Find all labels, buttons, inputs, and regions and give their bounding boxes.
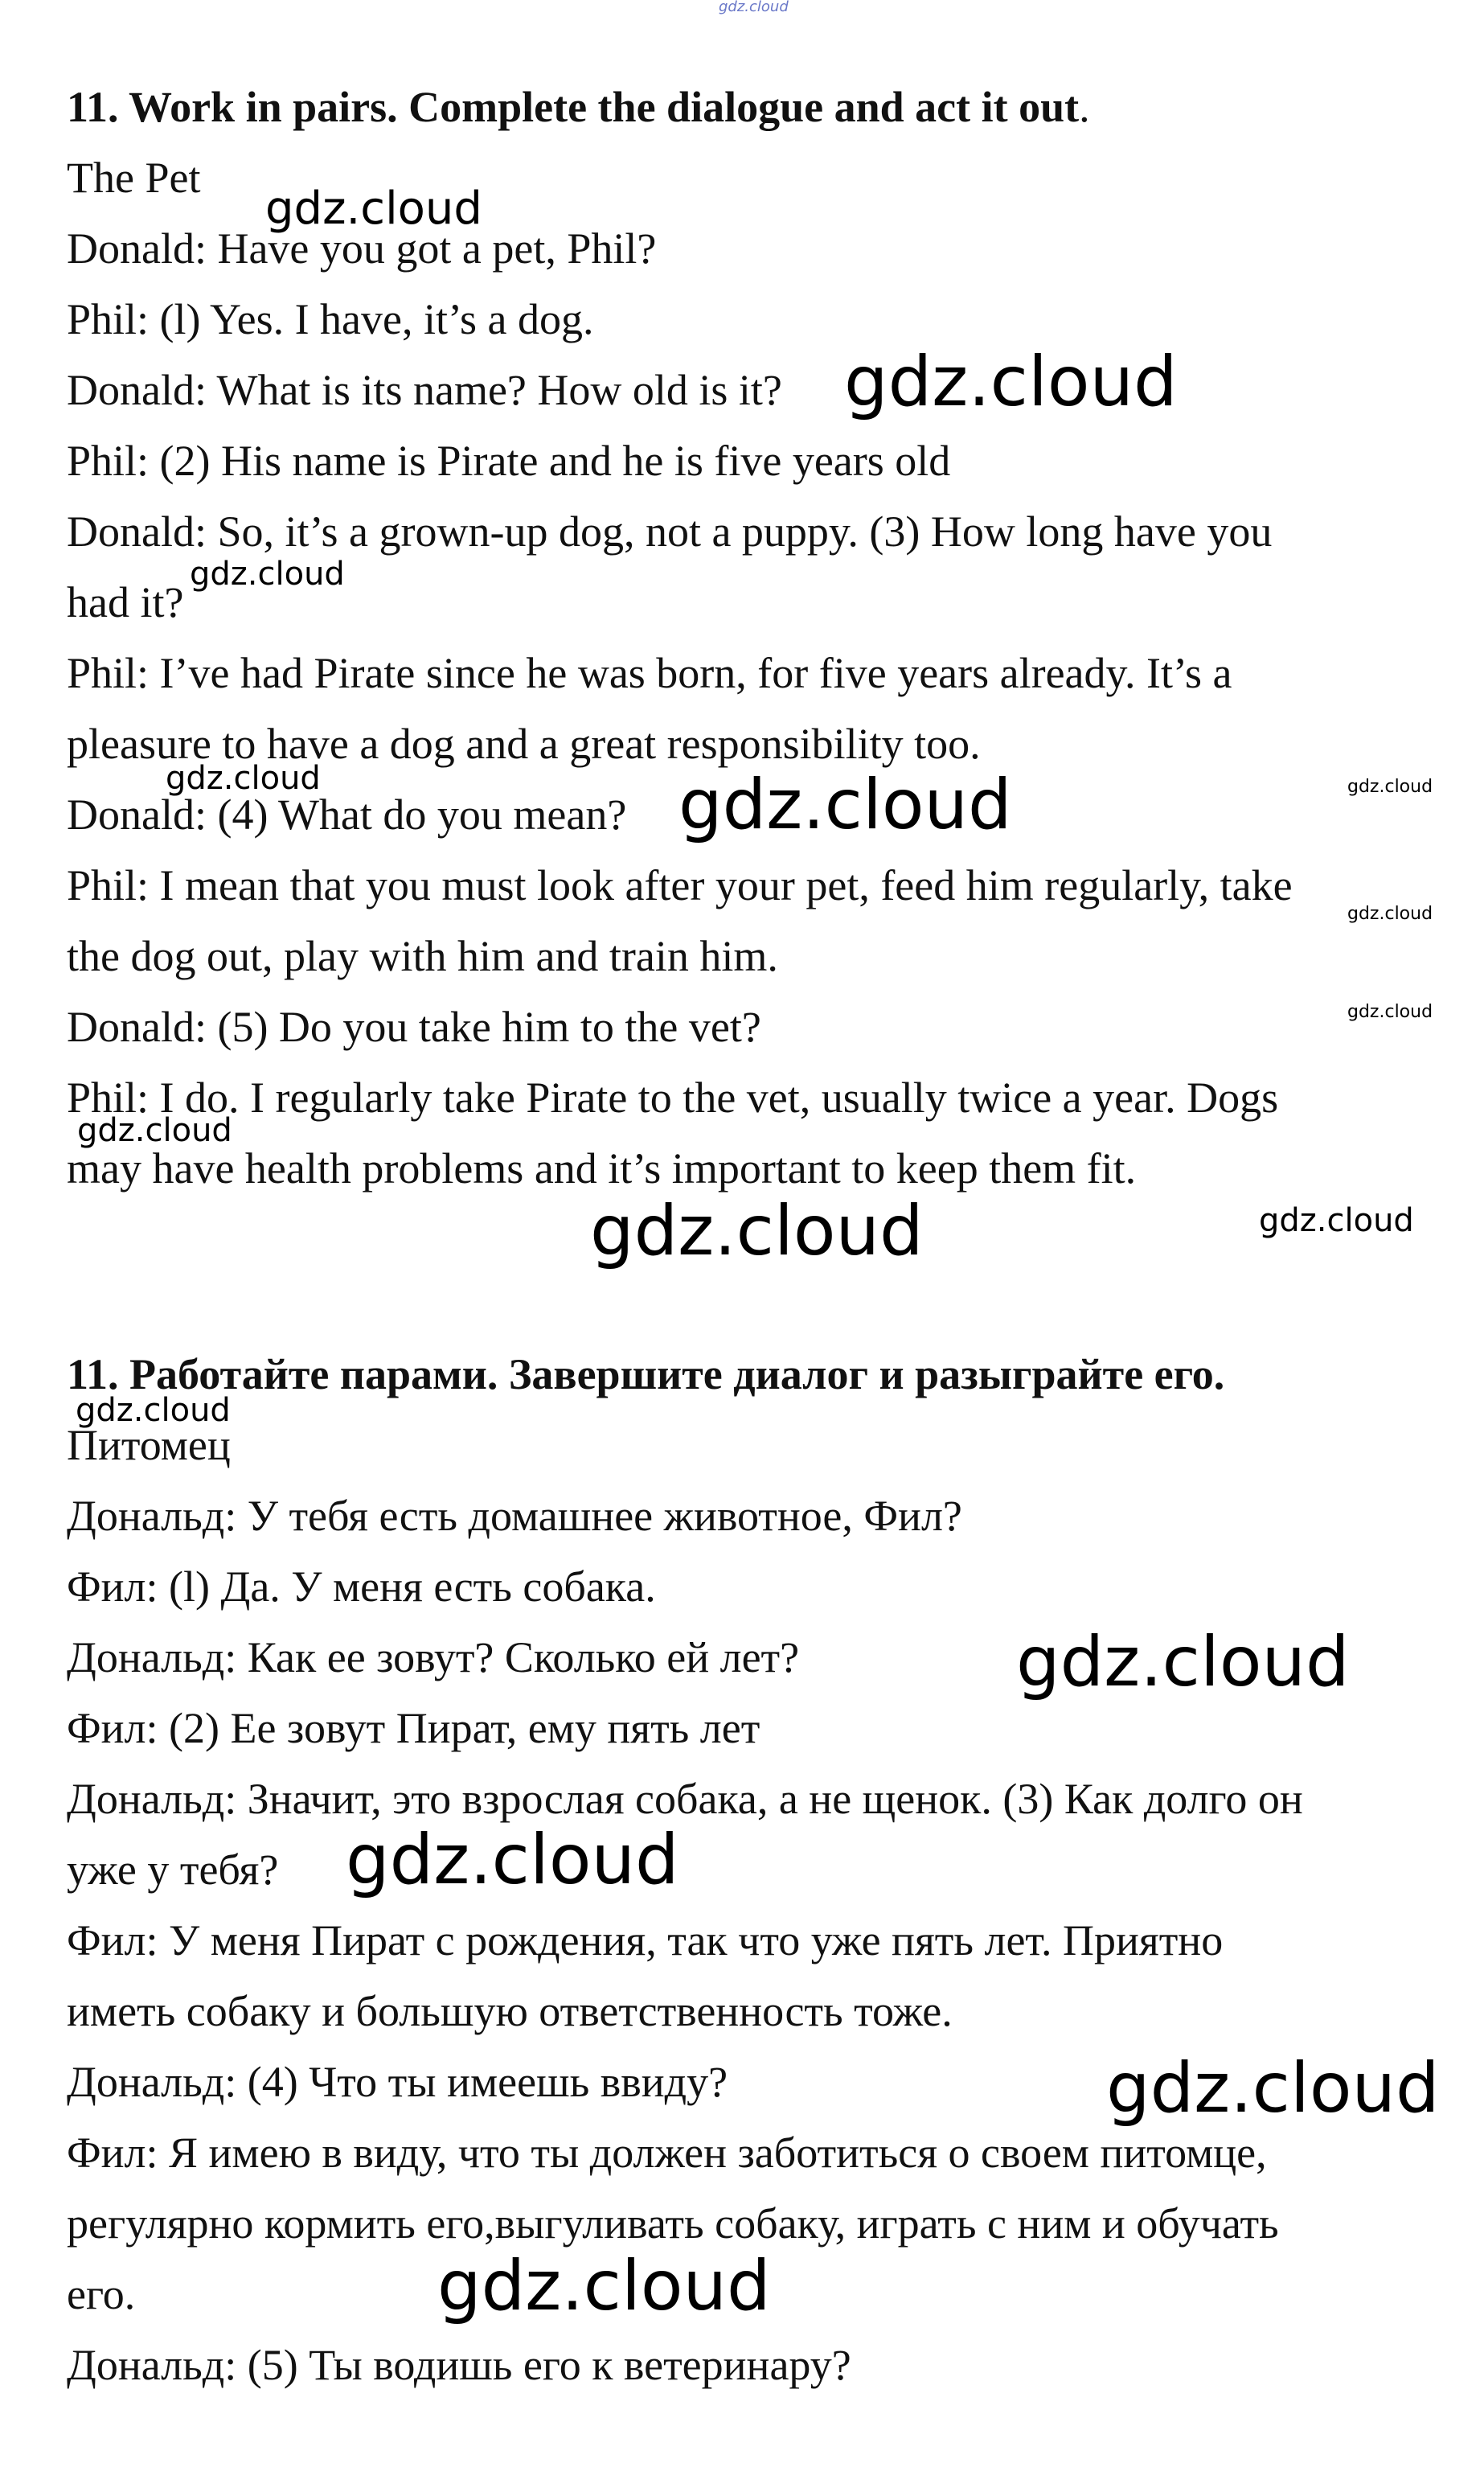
english-line: the dog out, play with him and train him.	[67, 932, 778, 980]
watermark: gdz.cloud	[190, 556, 345, 593]
russian-line: Дональд: (4) Что ты имеешь ввиду?	[67, 2058, 728, 2106]
english-line: Phil: (l) Yes. I have, it’s a dog.	[67, 295, 594, 343]
watermark: gdz.cloud	[265, 183, 482, 235]
russian-line: Фил: (l) Да. У меня есть собака.	[67, 1562, 656, 1611]
watermark: gdz.cloud	[1347, 904, 1433, 924]
russian-line: регулярно кормить его,выгуливать собаку, играть с ним и обучать	[67, 2199, 1279, 2248]
watermark: gdz.cloud	[346, 1820, 679, 1900]
watermark: gdz.cloud	[1106, 2048, 1440, 2129]
watermark: gdz.cloud	[76, 1392, 231, 1429]
watermark: gdz.cloud	[1016, 1622, 1350, 1702]
english-line: pleasure to have a dog and a great responsibility too.	[67, 720, 981, 768]
russian-title: Питомец	[67, 1421, 231, 1469]
english-heading-period: .	[1079, 83, 1090, 131]
english-line: Phil: I do. I regularly take Pirate to the vet, usually twice a year. Dogs	[67, 1074, 1279, 1122]
english-heading	[67, 80, 1090, 133]
english-title: The Pet	[67, 154, 201, 202]
russian-line: Фил: (2) Ее зовут Пират, ему пять лет	[67, 1704, 760, 1752]
watermark: gdz.cloud	[1259, 1202, 1414, 1239]
russian-heading: 11. Работайте парами. Завершите диалог и разыграйте его.	[67, 1350, 1225, 1398]
watermark: gdz.cloud	[77, 1112, 232, 1149]
english-line: Donald: (4) What do you mean?	[67, 790, 627, 839]
russian-line: Дональд: Значит, это взрослая собака, а не щенок. (3) Как долго он	[67, 1775, 1303, 1823]
watermark: gdz.cloud	[844, 342, 1178, 422]
english-line: may have health problems and it’s important to keep them fit.	[67, 1144, 1137, 1193]
english-heading-text: 11. Work in pairs. Complete the dialogue and act it out	[67, 83, 1080, 131]
english-line: Donald: So, it’s a grown-up dog, not a puppy. (3) How long have you	[67, 507, 1273, 556]
english-line: Phil: I’ve had Pirate since he was born, for five years already. It’s a	[67, 649, 1232, 697]
english-line: Phil: I mean that you must look after your pet, feed him regularly, take	[67, 861, 1293, 909]
english-line: Donald: Have you got a pet, Phil?	[67, 224, 657, 273]
russian-line: Дональд: У тебя есть домашнее животное, Фил?	[67, 1492, 962, 1540]
russian-line: Дональд: Как ее зовут? Сколько ей лет?	[67, 1633, 800, 1681]
english-line: Donald: (5) Do you take him to the vet?	[67, 1003, 761, 1051]
watermark: gdz.cloud	[1347, 777, 1433, 797]
russian-line: уже у тебя?	[67, 1845, 279, 1894]
watermark: gdz.cloud	[719, 0, 789, 15]
russian-line: Фил: Я имею в виду, что ты должен заботиться о своем питомце,	[67, 2129, 1267, 2177]
watermark: gdz.cloud	[678, 765, 1012, 845]
english-line: Phil: (2) His name is Pirate and he is five years old	[67, 437, 951, 485]
russian-line: Дональд: (5) Ты водишь его к ветеринару?	[67, 2341, 851, 2389]
russian-line: иметь собаку и большую ответственность тоже.	[67, 1987, 953, 2035]
watermark: gdz.cloud	[590, 1191, 924, 1271]
russian-line: Фил: У меня Пират с рождения, так что уже пять лет. Приятно	[67, 1916, 1224, 1964]
watermark: gdz.cloud	[437, 2246, 771, 2326]
watermark: gdz.cloud	[1347, 1002, 1433, 1022]
english-line: had it?	[67, 578, 184, 626]
english-line: Donald: What is its name? How old is it?	[67, 366, 782, 414]
russian-line: его.	[67, 2270, 136, 2318]
watermark: gdz.cloud	[166, 760, 321, 797]
